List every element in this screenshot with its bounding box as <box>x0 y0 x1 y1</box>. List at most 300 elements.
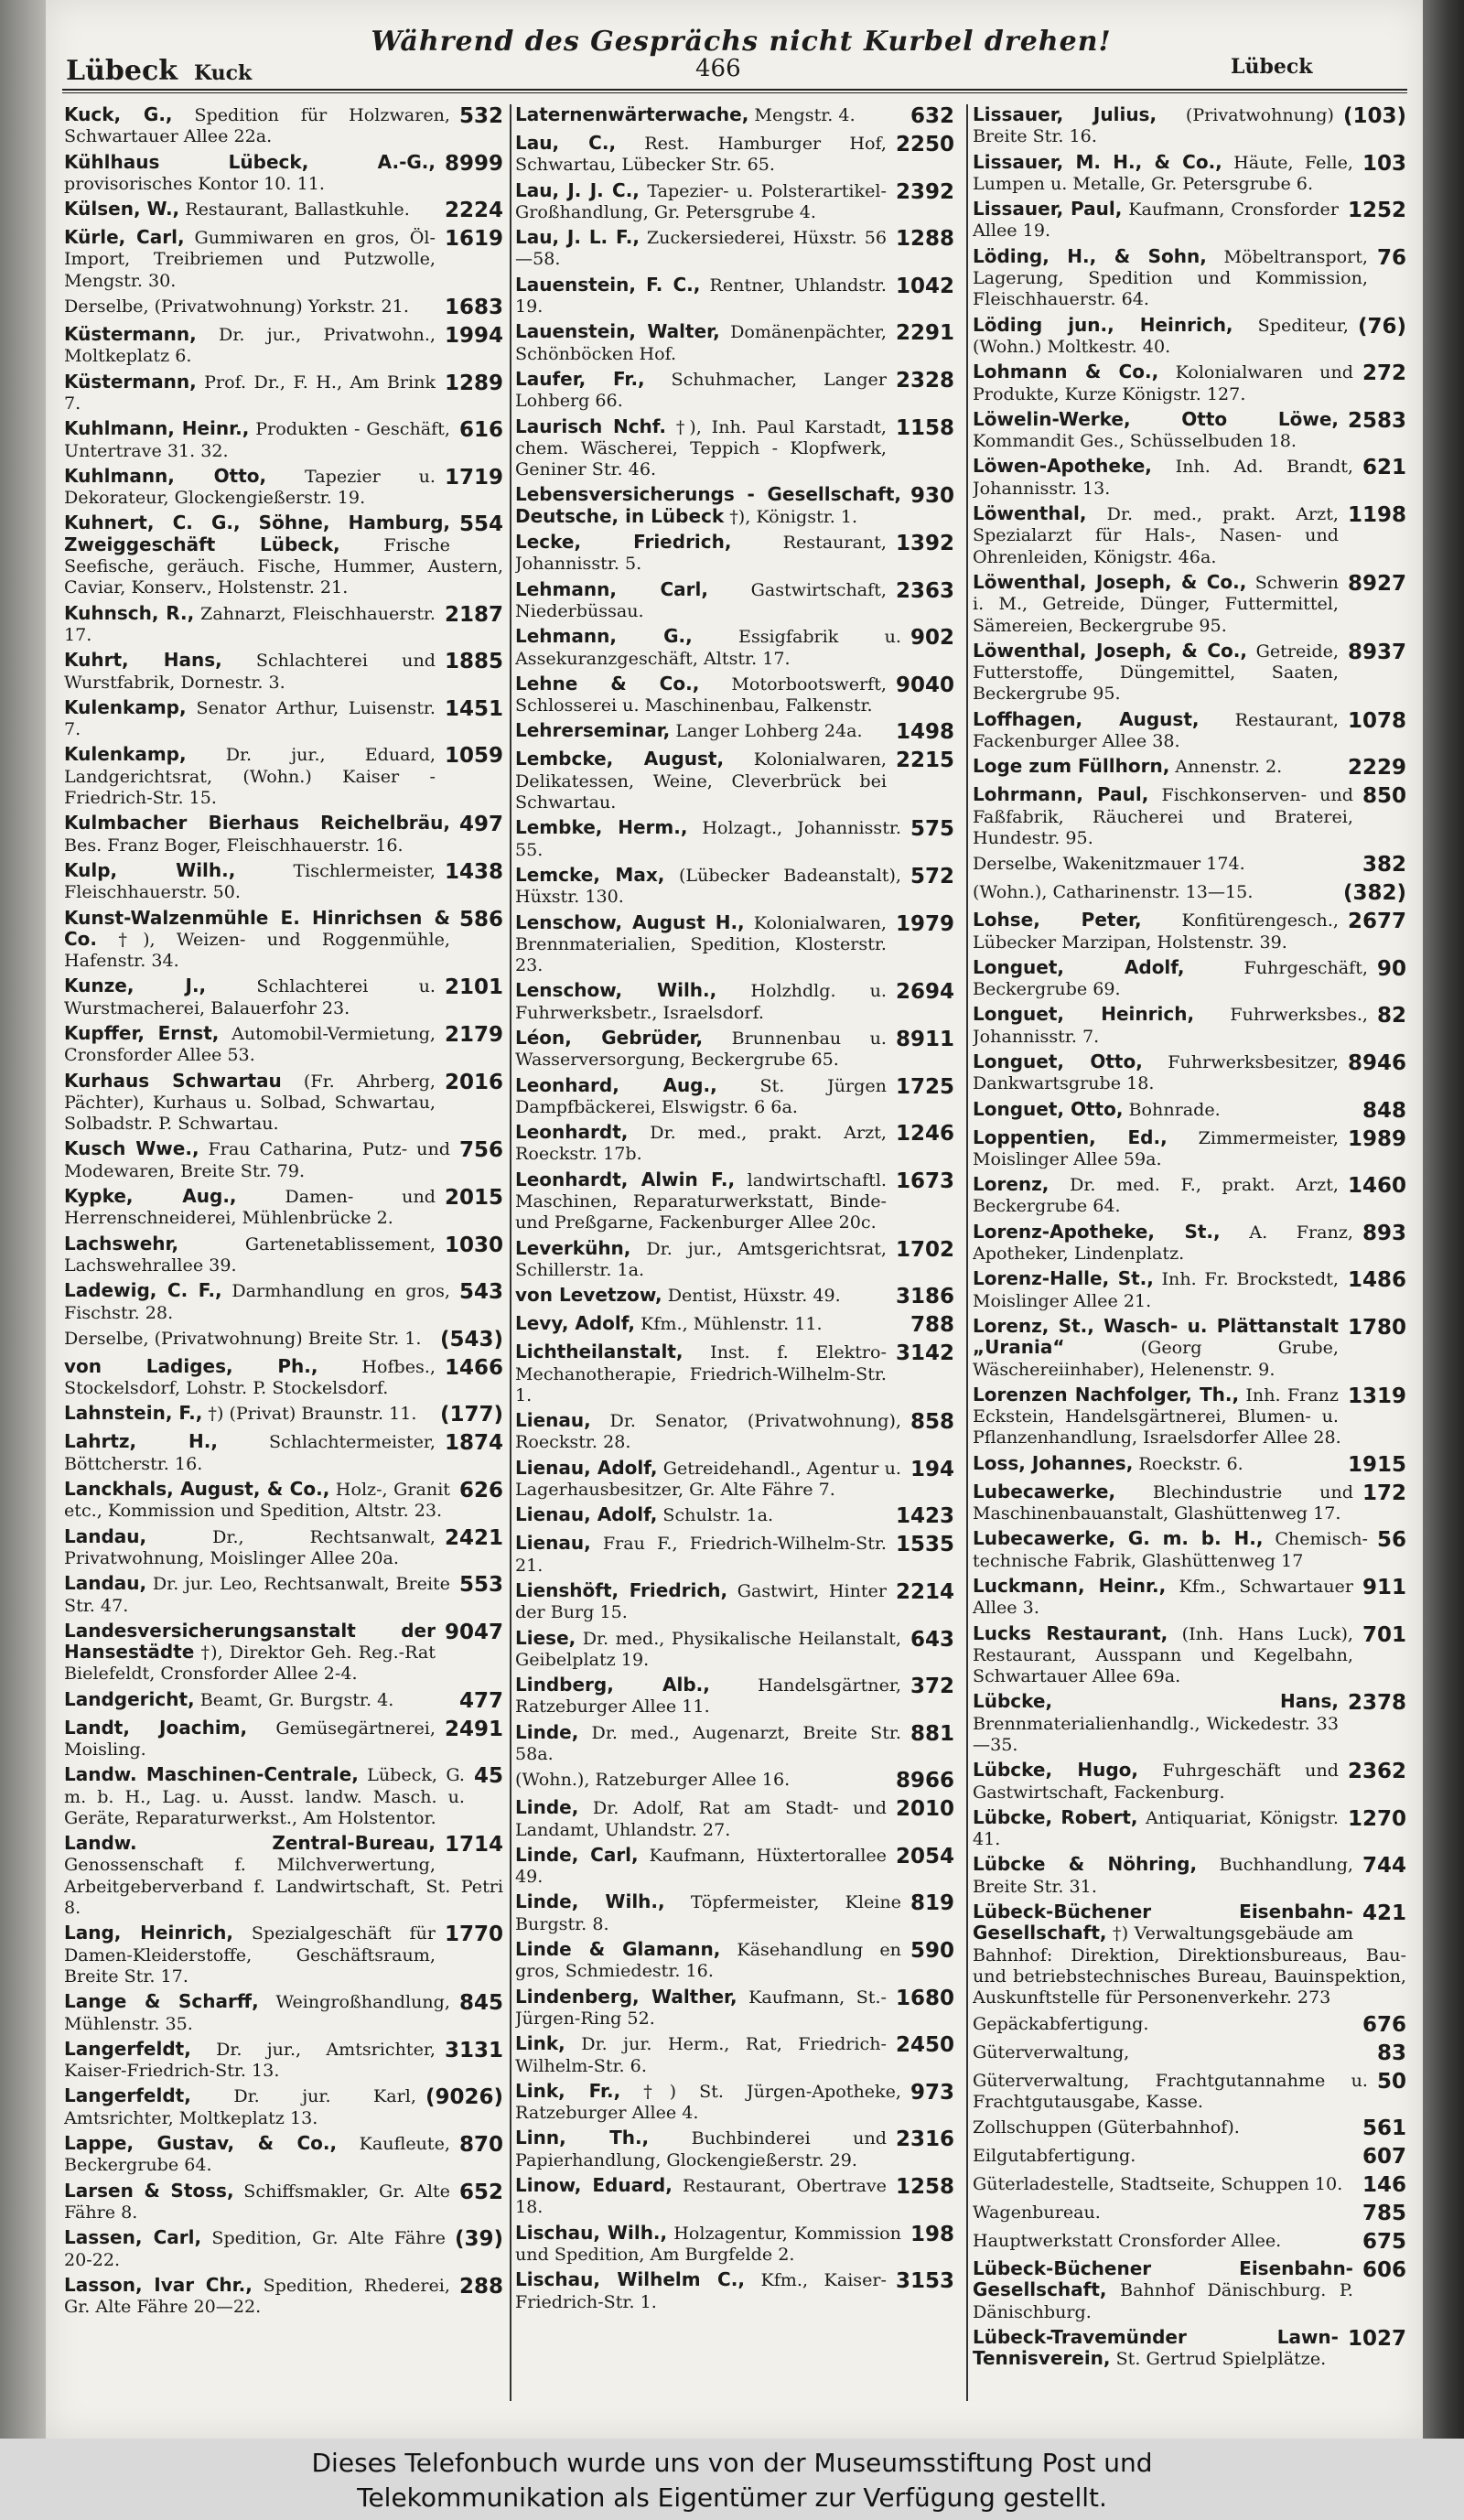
entry-phone-number: 701 <box>1362 1622 1406 1647</box>
entry-details: Schlachterei und Wurstfabrik, Dornestr. 3. <box>64 650 436 693</box>
entry-name: Linn, Th., <box>515 2127 650 2149</box>
entry-phone-number: 3131 <box>444 2038 503 2062</box>
entry-phone-number: 194 <box>910 1457 954 1481</box>
entry-details: Gepäckabfertigung. <box>973 2012 1149 2034</box>
entry-details: Dr. Senator, (Privatwohnung), Roeckstr. 28. <box>515 1410 901 1453</box>
directory-entry <box>973 1316 1406 1380</box>
directory-entry <box>973 881 1406 905</box>
running-head-first-name: Kuck <box>194 61 253 85</box>
entry-details: Weingroßhandlung, Mühlenstr. 35. <box>64 1991 450 2034</box>
entry-phone-number: 1874 <box>444 1431 503 1456</box>
entry-phone-number: 553 <box>458 1573 503 1598</box>
entry-phone-number: 785 <box>1362 2202 1406 2226</box>
entry-name: Lemcke, Max, <box>515 864 665 886</box>
directory-entry <box>515 1458 954 1501</box>
directory-entry <box>973 1004 1406 1047</box>
entry-details: provisorisches Kontor 10. 11. <box>64 172 325 194</box>
column-2 <box>515 104 954 2401</box>
directory-entry <box>973 2013 1406 2037</box>
directory-entry <box>973 1051 1406 1094</box>
directory-entry <box>64 1718 503 1761</box>
entry-name: Lenschow, August H., <box>515 911 745 933</box>
entry-name: von Levetzow, <box>515 1285 662 1307</box>
entry-details: Kaufmann, Hüxtertorallee 49. <box>515 1844 887 1888</box>
directory-entry <box>515 579 954 622</box>
entry-name: Lassen, Carl, <box>64 2227 202 2249</box>
entry-phone-number: 2694 <box>895 980 954 1005</box>
entry-name: Lübcke & Nöhring, <box>973 1854 1198 1876</box>
directory-entry <box>973 1481 1406 1524</box>
entry-name: Kulenkamp, <box>64 744 187 766</box>
entry-details: Spezialgeschäft für Damen-Kleiderstoffe, Geschäftsraum, Breite Str. 17. <box>64 1922 436 1987</box>
entry-details: Langer Lohberg 24a. <box>675 720 863 742</box>
entry-phone-number: (39) <box>454 2227 503 2252</box>
entry-details: Fuhrgeschäft, Beckergrube 69. <box>973 956 1368 1000</box>
entry-details: Schulstr. 1a. <box>662 1504 774 1526</box>
directory-entry <box>515 1122 954 1165</box>
entry-name: Lebensversicherungs - Gesellschaft, Deutsche, in Lübeck <box>515 484 901 527</box>
entry-details: Produkten - Geschäft, Untertrave 31. 32. <box>64 418 450 461</box>
entry-details: Fischkonserven- und Faßfabrik, Räucherei und Braterei, Hundestr. 95. <box>973 784 1353 848</box>
directory-entry <box>64 372 503 415</box>
directory-entry <box>973 1453 1406 1477</box>
entry-details: Frau Catharina, Putz- und Modewaren, Breite Str. 79. <box>64 1138 450 1181</box>
entry-phone-number: (382) <box>1342 881 1406 906</box>
entry-name: Kuhlmann, Otto, <box>64 465 267 487</box>
entry-details: Mengstr. 4. <box>754 104 856 125</box>
entry-details: Kommandit Ges., Schüsselbuden 18. <box>973 430 1297 452</box>
entry-details: (Wohn.), Catharinenstr. 13—15. <box>973 881 1254 903</box>
entry-name: Löding, H., & Sohn, <box>973 245 1207 267</box>
entry-details: Güterverwaltung, <box>973 2041 1130 2062</box>
entry-name: Link, Fr., <box>515 2080 621 2102</box>
entry-details: Spedition für Holzwaren, Schwartauer Allee 22a. <box>64 104 450 147</box>
entry-details: Gemüsegärtnerei, Moisling. <box>64 1717 436 1760</box>
directory-entry <box>515 1169 954 1233</box>
entry-phone-number: 616 <box>458 418 503 443</box>
entry-phone-number: 1423 <box>895 1504 954 1529</box>
entry-details: Antiquariat, Königstr. 41. <box>973 1806 1339 1850</box>
entry-phone-number: 1979 <box>895 911 954 936</box>
entry-name: Lichtheilanstalt, <box>515 1341 684 1363</box>
entry-details: †) Verwaltungsgebäude am Bahnhof: Direktion, Direktionsbureaus, Bau- und betriebstechnisches Bureau, Bauinspektion, Auskunftstelle für Personenverkehr. 273 <box>973 1922 1406 2008</box>
entry-details: Beamt, Gr. Burgstr. 4. <box>199 1688 394 1710</box>
entry-name: Kunze, J., <box>64 975 207 997</box>
entry-name: Lübcke, Hans, <box>973 1691 1339 1713</box>
entry-details: Zollschuppen (Güterbahnhof). <box>973 2116 1240 2138</box>
entry-phone-number: 1725 <box>895 1074 954 1099</box>
entry-details: (Wohn.), Ratzeburger Allee 16. <box>515 1769 791 1791</box>
directory-entry <box>973 152 1406 195</box>
entry-details: Spedition, Rhederei, Gr. Alte Fähre 20—22. <box>64 2274 450 2318</box>
entry-details: Dr. jur., Privatwohn., Moltkeplatz 6. <box>64 324 436 367</box>
entry-name: Lecke, Friedrich, <box>515 532 732 554</box>
entry-name: Levy, Adolf, <box>515 1313 635 1335</box>
directory-entry <box>515 133 954 176</box>
directory-entry <box>973 1576 1406 1619</box>
entry-details: Hauptwerkstatt Cronsforder Allee. <box>973 2230 1282 2252</box>
entry-phone-number: 850 <box>1362 784 1406 809</box>
directory-entry <box>515 275 954 318</box>
entry-phone-number: 2316 <box>895 2127 954 2152</box>
entry-details: Wagenbureau. <box>973 2202 1101 2224</box>
directory-entry <box>973 503 1406 567</box>
directory-entry <box>515 720 954 744</box>
directory-entry <box>973 456 1406 499</box>
entry-details: Automobil-Vermietung, Cronsforder Allee 53. <box>64 1022 436 1066</box>
entry-phone-number: 8927 <box>1347 571 1406 596</box>
entry-phone-number: 543 <box>458 1280 503 1305</box>
entry-details: Zahnarzt, Fleischhauerstr. 17. <box>64 602 436 645</box>
entry-name: Loge zum Füllhorn, <box>973 756 1170 778</box>
entry-details: Schwerin i. M., Getreide, Dünger, Futtermittel, Sämereien, Beckergrube 95. <box>973 571 1339 636</box>
entry-phone-number: 2214 <box>895 1579 954 1604</box>
entry-details: Spediteur, (Wohn.) Moltkestr. 40. <box>973 314 1349 357</box>
entry-phone-number: 2187 <box>444 602 503 627</box>
entry-phone-number: 788 <box>910 1313 954 1338</box>
entry-name: Longuet, Heinrich, <box>973 1004 1195 1026</box>
entry-details: Rentner, Uhlandstr. 19. <box>515 274 887 318</box>
entry-details: Motorbootswerft, Schlosserei u. Maschinenbau, Falkenstr. <box>515 673 887 716</box>
entry-details: Gummiwaren en gros, Öl-Import, Treibriemen und Putzwolle, Mengstr. 30. <box>64 227 436 291</box>
column-divider <box>510 104 511 2401</box>
entry-name: Lübeck-Travemünder Lawn-Tennisverein, <box>973 2327 1339 2370</box>
directory-entry <box>973 2173 1406 2197</box>
directory-entry <box>515 1410 954 1453</box>
directory-entry <box>515 673 954 716</box>
directory-entry <box>515 1845 954 1888</box>
entry-phone-number: 870 <box>458 2133 503 2158</box>
entry-name: Landgericht, <box>64 1688 195 1710</box>
directory-entry <box>973 641 1406 705</box>
entry-details: Dr. jur., Eduard, Landgerichtsrat, (Wohn.) Kaiser - Friedrich-Str. 15. <box>64 744 436 809</box>
directory-entry <box>973 853 1406 877</box>
entry-phone-number: 2491 <box>444 1717 503 1741</box>
entry-name: Kulmbacher Bierhaus Reichelbräu, <box>64 813 450 835</box>
entry-name: Kulp, Wilh., <box>64 859 236 881</box>
entry-phone-number: 2101 <box>444 975 503 1000</box>
entry-details: Restaurant, Fackenburger Allee 38. <box>973 708 1339 752</box>
entry-phone-number: (177) <box>439 1403 503 1427</box>
entry-phone-number: 2250 <box>895 133 954 156</box>
entry-name: Löwen-Apotheke, <box>973 456 1152 478</box>
entry-details: Dr. Adolf, Rat am Stadt- und Landamt, Uhlandstr. 27. <box>515 1797 887 1840</box>
entry-phone-number: 372 <box>910 1675 954 1699</box>
entry-phone-number: 1994 <box>444 324 503 349</box>
entry-name: Kürle, Carl, <box>64 227 185 249</box>
entry-details: Kaufmann, St.-Jürgen-Ring 52. <box>515 1986 887 2029</box>
entry-details: Chemisch-technische Fabrik, Glashüttenweg 17 <box>973 1528 1368 1571</box>
directory-entry <box>64 1233 503 1276</box>
directory-entry <box>64 813 503 856</box>
entry-name: Langerfeldt, <box>64 2085 191 2107</box>
header-rule-thin <box>62 92 1407 93</box>
entry-phone-number: 2179 <box>444 1022 503 1047</box>
entry-details: Fuhrwerksbesitzer, Dankwartsgrube 18. <box>973 1050 1339 1094</box>
entry-name: Lissauer, Julius, <box>973 104 1157 125</box>
entry-details: Dr. med., prakt. Arzt, Roeckstr. 17b. <box>515 1122 887 1165</box>
entry-name: Löwelin-Werke, Otto Löwe, <box>973 408 1339 430</box>
directory-entry <box>64 227 503 291</box>
entry-phone-number: 1438 <box>444 859 503 884</box>
running-head-city: Lübeck <box>66 55 178 87</box>
directory-entry <box>973 1854 1406 1897</box>
directory-entry <box>515 1313 954 1337</box>
entry-name: Lauenstein, F. C., <box>515 274 701 296</box>
entry-details: Inh. Fr. Brockstedt, Moislinger Allee 21. <box>973 1268 1339 1311</box>
entry-name: Kupffer, Ernst, <box>64 1022 220 1044</box>
directory-entry <box>973 2116 1406 2140</box>
directory-entry <box>64 1328 503 1352</box>
entry-name: Kurhaus Schwartau <box>64 1070 282 1092</box>
entry-phone-number: 607 <box>1362 2145 1406 2170</box>
entry-details: Inh. Ad. Brandt, Johannisstr. 13. <box>973 456 1353 499</box>
entry-name: Lohmann & Co., <box>973 361 1159 383</box>
entry-details: Tapezier- u. Polsterartikel-Großhandlung, Gr. Petersgrube 4. <box>515 179 887 222</box>
directory-entry <box>64 512 503 598</box>
entry-name: Landesversicherungsanstalt der Hansestädte <box>64 1620 436 1664</box>
entry-phone-number: 146 <box>1362 2173 1406 2198</box>
entry-name: Lenschow, Wilh., <box>515 980 717 1002</box>
directory-entry <box>64 1621 503 1685</box>
entry-details: Tapezier u. Dekorateur, Glockengießerstr. 19. <box>64 465 436 509</box>
entry-phone-number: 103 <box>1362 151 1406 176</box>
entry-name: Lahrtz, H., <box>64 1431 218 1453</box>
entry-phone-number: 2054 <box>895 1844 954 1868</box>
entry-details: Kfm., Schwartauer Allee 3. <box>973 1575 1353 1619</box>
entry-details: †), Inh. Paul Karstadt, chem. Wäscherei, Teppich - Klopfwerk, Geniner Str. 46. <box>515 415 887 480</box>
entry-phone-number: 3186 <box>895 1285 954 1309</box>
entry-details: Kfm., Mühlenstr. 11. <box>640 1313 823 1335</box>
entry-name: Lasson, Ivar Chr., <box>64 2274 253 2296</box>
entry-name: Linde, Wilh., <box>515 1891 665 1913</box>
entry-details: Inh. Franz Eckstein, Handelsgärtnerei, Blumen- u. Pflanzenhandlung, Israelsdorfer Allee 28. <box>973 1384 1341 1448</box>
directory-entry <box>515 865 954 908</box>
directory-entry <box>64 324 503 367</box>
entry-details: Fuhrwerksbes., Johannisstr. 7. <box>973 1004 1368 1047</box>
directory-entry <box>64 603 503 646</box>
entry-name: Linde, <box>515 1721 579 1743</box>
entry-details: Handelsgärtner, Ratzeburger Allee 11. <box>515 1675 901 1718</box>
entry-name: Löwenthal, Joseph, & Co., <box>973 640 1247 662</box>
entry-phone-number: 90 <box>1376 956 1406 981</box>
entry-name: Linde, Carl, <box>515 1844 639 1866</box>
entry-phone-number: 1198 <box>1347 503 1406 528</box>
entry-phone-number: 8946 <box>1347 1050 1406 1075</box>
entry-details: Dr. med., Augenarzt, Breite Str. 58a. <box>515 1721 901 1764</box>
directory-entry <box>64 1431 503 1474</box>
directory-entry <box>973 1127 1406 1170</box>
directory-entry <box>64 650 503 693</box>
directory-entry <box>973 361 1406 404</box>
entry-name: Leonhardt, <box>515 1122 629 1144</box>
entry-phone-number: 675 <box>1362 2230 1406 2255</box>
entry-details: Schlachterei u. Wurstmacherei, Balauerfohr 23. <box>64 975 436 1018</box>
entry-phone-number: 1319 <box>1347 1384 1406 1408</box>
entry-phone-number: 1673 <box>895 1168 954 1193</box>
entry-name: Lehne & Co., <box>515 673 700 695</box>
entry-name: Loss, Johannes, <box>973 1452 1134 1474</box>
entry-name: Lembke, Herm., <box>515 817 688 839</box>
entry-name: Lange & Scharff, <box>64 1991 259 2013</box>
entry-phone-number: 8999 <box>444 151 503 176</box>
entry-details: Buchhandlung, Breite Str. 31. <box>973 1854 1353 1897</box>
entry-details: Brunnenbau u. Wasserversorgung, Beckergrube 65. <box>515 1027 887 1071</box>
entry-phone-number: 1619 <box>444 227 503 252</box>
entry-name: Lauenstein, Walter, <box>515 321 720 343</box>
entry-phone-number: 676 <box>1362 2012 1406 2037</box>
entry-name: Lachswehr, <box>64 1233 179 1255</box>
entry-details: Dr. med., Physikalische Heilanstalt, Geibelplatz 19. <box>515 1627 901 1670</box>
directory-entry <box>515 626 954 669</box>
entry-name: Landau, <box>64 1573 147 1595</box>
entry-name: Löwenthal, <box>973 503 1087 525</box>
entry-details: Restaurant, Obertrave 18. <box>515 2175 887 2218</box>
entry-name: Lübeck-Büchener Eisenbahn-Gesellschaft, <box>973 2258 1353 2301</box>
entry-details: Domänenpächter, Schönböcken Hof. <box>515 321 887 364</box>
entry-details: Annenstr. 2. <box>1175 756 1283 778</box>
directory-entry <box>64 860 503 903</box>
entry-details: Tischlermeister, Fleischhauerstr. 50. <box>64 859 436 903</box>
entry-name: Lorenz, <box>973 1174 1050 1196</box>
entry-name: Leonhardt, Alwin F., <box>515 1168 736 1190</box>
entry-phone-number: 1246 <box>895 1122 954 1147</box>
entry-phone-number: 9040 <box>895 673 954 697</box>
entry-phone-number: 1702 <box>895 1237 954 1262</box>
entry-phone-number: 1289 <box>444 371 503 395</box>
entry-phone-number: 1486 <box>1347 1268 1406 1293</box>
entry-name: Lübeck-Büchener Eisenbahn-Gesellschaft, <box>973 1901 1353 1944</box>
entry-phone-number: 1270 <box>1347 1806 1406 1831</box>
entry-details: †), Königstr. 1. <box>729 505 858 527</box>
entry-phone-number: 1288 <box>895 227 954 252</box>
entry-details: Bes. Franz Boger, Fleischhauerstr. 16. <box>64 834 404 856</box>
column-3 <box>973 104 1406 2401</box>
directory-entry <box>515 748 954 813</box>
directory-entry <box>64 1023 503 1066</box>
entry-name: Linde & Glamann, <box>515 1939 721 1961</box>
directory-entry <box>973 1268 1406 1311</box>
entry-phone-number: 198 <box>910 2222 954 2246</box>
entry-phone-number: (76) <box>1357 314 1406 339</box>
entry-phone-number: 2229 <box>1347 756 1406 781</box>
entry-name: Lienau, <box>515 1410 591 1432</box>
directory-entry <box>973 2230 1406 2254</box>
entry-name: Kuhrt, Hans, <box>64 650 222 672</box>
entry-details: Häute, Felle, Lumpen u. Metalle, Gr. Petersgrube 6. <box>973 151 1353 194</box>
directory-entry <box>973 756 1406 780</box>
entry-details: Kaufmann, Cronsforder Allee 19. <box>973 199 1339 242</box>
entry-details: Darmhandlung en gros, Fischstr. 28. <box>64 1280 450 1323</box>
directory-entry <box>973 1623 1406 1687</box>
entry-phone-number: 1780 <box>1347 1315 1406 1340</box>
entry-phone-number: 497 <box>458 813 503 837</box>
entry-details: Rest. Hamburger Hof, Schwartau, Lübecker Str. 65. <box>515 133 887 176</box>
page-number: 466 <box>695 55 741 82</box>
entry-phone-number: 1714 <box>444 1833 503 1858</box>
entry-name: Link, <box>515 2033 565 2055</box>
entry-phone-number: 1683 <box>444 296 503 320</box>
entry-details: Kaufleute, Beckergrube 64. <box>64 2133 450 2176</box>
directory-entry <box>515 1675 954 1718</box>
directory-entry <box>515 817 954 860</box>
entry-details: St. Gertrud Spielplätze. <box>1115 2348 1327 2370</box>
directory-entry <box>973 1099 1406 1123</box>
entry-details: Dentist, Hüxstr. 49. <box>667 1285 841 1307</box>
entry-details: †), Weizen- und Roggenmühle, Hafenstr. 34. <box>64 928 450 972</box>
entry-details: Bahnhof Dänischburg. P. Dänischburg. <box>973 2279 1353 2322</box>
directory-entry <box>515 1285 954 1308</box>
entry-phone-number: 561 <box>1362 2116 1406 2141</box>
entry-name: Lehmann, Carl, <box>515 578 708 600</box>
directory-entry <box>973 709 1406 752</box>
entry-phone-number: 606 <box>1362 2258 1406 2283</box>
directory-entry <box>64 697 503 740</box>
directory-entry <box>973 784 1406 848</box>
directory-entry <box>515 369 954 412</box>
directory-entry <box>64 1689 503 1713</box>
entry-phone-number: 575 <box>910 817 954 842</box>
entry-name: Kuhlmann, Heinr., <box>64 418 250 440</box>
directory-entry <box>973 2070 1406 2113</box>
entry-name: Lissauer, Paul, <box>973 199 1123 221</box>
entry-details: Spedition, Gr. Alte Fähre 20-22. <box>64 2227 446 2270</box>
entry-phone-number: 1989 <box>1347 1126 1406 1151</box>
entry-name: Kuck, G., <box>64 104 173 125</box>
entry-name: Lissauer, M. H., & Co., <box>973 151 1222 173</box>
entry-name: Lappe, Gustav, & Co., <box>64 2133 338 2155</box>
directory-entry <box>64 1356 503 1399</box>
entry-details: Möbeltransport, Lagerung, Spedition und Kommission, Fleischhauerstr. 64. <box>973 245 1368 310</box>
entry-details: (Inh. Hans Luck), Restaurant, Ausspann und Kegelbahn, Schwartauer Allee 69a. <box>973 1622 1353 1687</box>
entry-details: Zuckersiederei, Hüxstr. 56—58. <box>515 227 887 270</box>
entry-phone-number: 1915 <box>1347 1452 1406 1477</box>
directory-entry <box>64 1138 503 1181</box>
footer-line-1: Dieses Telefonbuch wurde uns von der Museumsstiftung Post und <box>311 2448 1153 2478</box>
entry-details: Käsehandlung en gros, Schmiedestr. 16. <box>515 1939 901 1982</box>
directory-entry <box>515 1628 954 1671</box>
directory-entry <box>515 1797 954 1840</box>
directory-entry <box>515 1028 954 1071</box>
entry-phone-number: 2224 <box>444 199 503 223</box>
entry-name: Lubecawerke, G. m. b. H., <box>973 1528 1264 1550</box>
directory-entry <box>515 2269 954 2312</box>
entry-name: Lau, C., <box>515 133 617 154</box>
entry-details: Schiffsmakler, Gr. Alte Fähre 8. <box>64 2180 450 2223</box>
directory-entry <box>515 1341 954 1405</box>
entry-details: Dr. jur. Leo, Rechtsanwalt, Breite Str. 47. <box>64 1573 450 1616</box>
entry-phone-number: 172 <box>1362 1481 1406 1505</box>
entry-details: Derselbe, (Privatwohnung) Breite Str. 1. <box>64 1327 422 1349</box>
entry-name: Landt, Joachim, <box>64 1717 248 1739</box>
entry-name: Longuet, Otto, <box>973 1050 1143 1072</box>
entry-phone-number: 1535 <box>895 1533 954 1557</box>
entry-phone-number: 2362 <box>1347 1760 1406 1784</box>
entry-phone-number: 652 <box>458 2180 503 2204</box>
entry-name: Longuet, Otto, <box>973 1098 1124 1120</box>
entry-details: Schuhmacher, Langer Lohberg 66. <box>515 368 887 412</box>
directory-entry <box>64 2181 503 2224</box>
entry-details: (Privatwohnung) Breite Str. 16. <box>973 104 1334 147</box>
directory-entry <box>973 910 1406 953</box>
entry-details: Güterladestelle, Stadtseite, Schuppen 10. <box>973 2173 1343 2195</box>
entry-details: St. Jürgen Dampfbäckerei, Elswigstr. 6 6a. <box>515 1074 887 1117</box>
entry-phone-number: 2010 <box>895 1797 954 1822</box>
entry-phone-number: 1680 <box>895 1986 954 2010</box>
entry-name: Lang, Heinrich, <box>64 1922 233 1944</box>
entry-name: Luckmann, Heinr., <box>973 1575 1167 1597</box>
entry-details: Eilgutabfertigung. <box>973 2145 1136 2167</box>
